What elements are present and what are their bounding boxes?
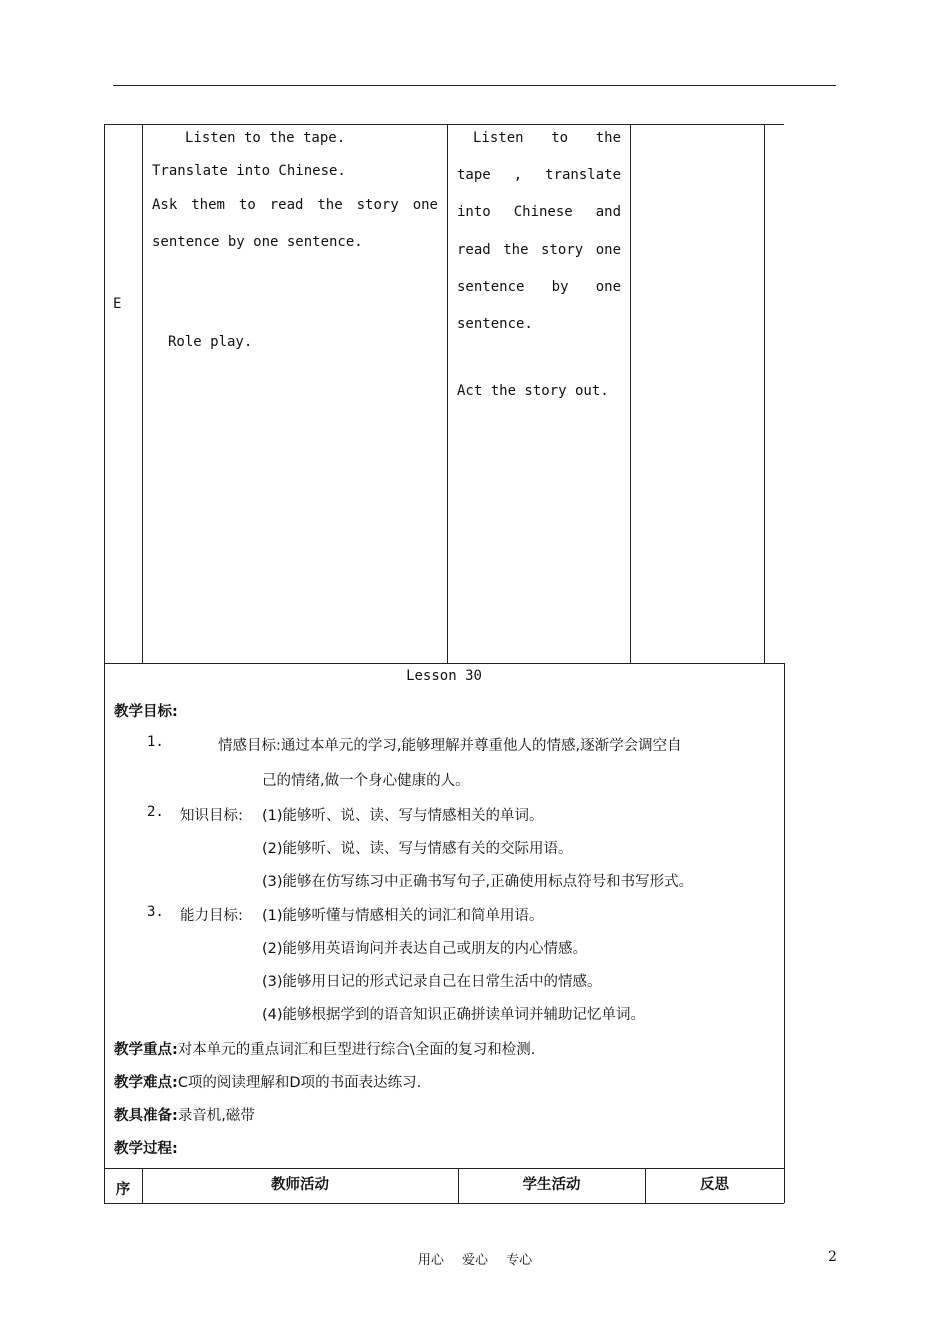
focus-text: 对本单元的重点词汇和巨型进行综合\全面的复习和检测.	[177, 1042, 536, 1058]
teacher-line-5: Role play.	[168, 334, 253, 350]
teacher-line-2: Translate into Chinese.	[152, 163, 346, 179]
header-col-sequence: 序	[115, 1182, 131, 1198]
teacher-line-1: Listen to the tape.	[185, 130, 346, 146]
item-2-sub-1: (1)能够听、说、读、写与情感相关的单词。	[262, 808, 544, 824]
teacher-line-4: sentence by one sentence.	[152, 234, 363, 250]
tools-text: 录音机,磁带	[177, 1108, 255, 1124]
footer-motto: 用心 爱心 专心	[417, 1253, 533, 1268]
item-2-sub-2: (2)能够听、说、读、写与情感有关的交际用语。	[262, 841, 573, 857]
item-1-number: 1.	[147, 734, 164, 750]
process-label: 教学过程:	[114, 1141, 178, 1157]
item-2-number: 2.	[147, 804, 164, 820]
header-col-teacher: 教师活动	[271, 1177, 329, 1193]
item-2-sub-3: (3)能够在仿写练习中正确书写句子,正确使用标点符号和书写形式。	[262, 874, 694, 890]
item-2-label: 知识目标:	[180, 808, 243, 824]
student-line-6: sentence.	[457, 316, 533, 332]
header-rule	[113, 85, 836, 86]
tools-row	[114, 1104, 255, 1125]
item-3-label: 能力目标:	[180, 908, 243, 924]
student-line-7: Act the story out.	[457, 383, 609, 399]
difficulty-row	[114, 1071, 421, 1092]
page-number: 2	[828, 1249, 837, 1265]
item-1-text-b: 己的情绪,做一个身心健康的人。	[262, 773, 470, 789]
student-line-1: Listen to the	[473, 130, 621, 146]
focus-row	[114, 1038, 535, 1059]
item-3-sub-3: (3)能够用日记的形式记录自己在日常生活中的情感。	[262, 974, 602, 990]
item-3-sub-2: (2)能够用英语询问并表达自己或朋友的内心情感。	[262, 941, 588, 957]
student-line-3: into Chinese and	[457, 204, 621, 220]
top-table-divider-1	[142, 124, 143, 664]
teacher-line-3: Ask them to read the story one	[152, 197, 438, 213]
top-table-divider-4	[764, 124, 765, 664]
student-line-4: read the story one	[457, 242, 621, 258]
process-table-bottom-border	[104, 1203, 784, 1204]
top-table-top-border	[104, 124, 784, 125]
lesson-block-top-border	[104, 663, 784, 664]
process-table-top-border	[104, 1168, 784, 1169]
difficulty-text: C项的阅读理解和D项的书面表达练习.	[177, 1075, 422, 1091]
tools-label: 教具准备:	[114, 1108, 178, 1124]
student-line-5: sentence by one	[457, 279, 621, 295]
item-1-text-a: 情感目标:通过本单元的学习,能够理解并尊重他人的情感,逐渐学会调空自	[218, 738, 682, 754]
difficulty-label: 教学难点:	[114, 1075, 178, 1091]
item-3-number: 3.	[147, 904, 164, 920]
header-col-student: 学生活动	[522, 1177, 581, 1193]
item-3-sub-4: (4)能够根据学到的语音知识正确拼读单词并辅助记忆单词。	[262, 1007, 646, 1023]
top-table-divider-2	[447, 124, 448, 664]
focus-label: 教学重点:	[114, 1042, 178, 1058]
top-table-divider-3	[630, 124, 631, 664]
lesson-block-left-border	[104, 663, 105, 1168]
item-3-sub-1: (1)能够听懂与情感相关的词汇和简单用语。	[262, 908, 544, 924]
header-col-reflection: 反思	[700, 1177, 729, 1193]
lesson-block-right-border	[784, 663, 785, 1168]
student-line-2: tape , translate	[457, 167, 621, 183]
objectives-label: 教学目标:	[114, 704, 178, 720]
lesson-title: Lesson 30	[406, 668, 482, 684]
row-label: E	[113, 296, 122, 312]
top-table-left-border	[104, 124, 105, 664]
process-table-right-border	[784, 1168, 785, 1203]
